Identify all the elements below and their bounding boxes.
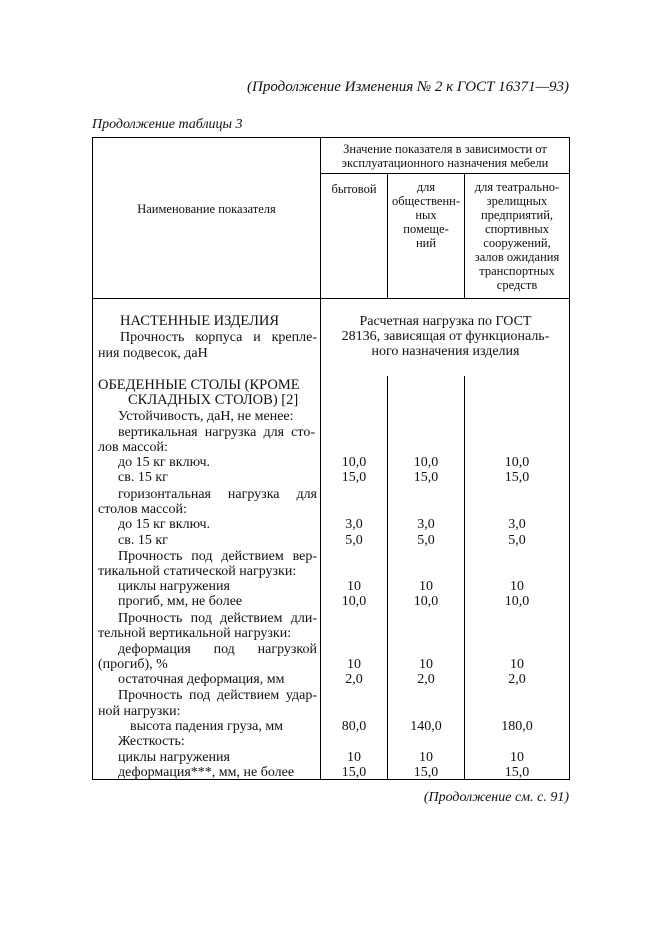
wall-row-label-cont: ния подвесок, даН xyxy=(98,346,208,361)
cell-value: 10 xyxy=(419,750,433,765)
wall-row-label: Прочность корпуса и крепле- xyxy=(120,330,317,345)
row-label: деформация***, мм, не более xyxy=(118,765,295,780)
row-label: деформация под нагрузкой xyxy=(118,642,317,657)
cell-value: 10,0 xyxy=(341,594,367,609)
row-label: горизонтальная нагрузка для xyxy=(118,487,317,502)
cell-value: 3,0 xyxy=(345,517,363,532)
cell-value: 5,0 xyxy=(508,533,526,548)
cell-value: 3,0 xyxy=(508,517,526,532)
continuation-header: (Продолжение Изменения № 2 к ГОСТ 16371—93) xyxy=(247,79,569,95)
header-separator xyxy=(92,298,570,299)
row-label: Устойчивость, даН, не менее: xyxy=(118,409,294,424)
cell-value: 140,0 xyxy=(410,719,442,734)
cell-value: 10,0 xyxy=(504,594,530,609)
row-label: вертикальная нагрузка для сто- xyxy=(118,425,315,440)
wall-note: Расчетная нагрузка по ГОСТ 28136, зависящая от функциональ- ного назначения изделия xyxy=(341,314,550,359)
cell-value: 10 xyxy=(347,750,361,765)
cell-value: 10 xyxy=(419,579,433,594)
section-title-wall: НАСТЕННЫЕ ИЗДЕЛИЯ xyxy=(120,313,280,329)
group-header-underline xyxy=(320,173,570,174)
cell-value: 10,0 xyxy=(413,455,439,470)
row-label: Прочность под действием дли- xyxy=(118,611,317,626)
column-header-household: бытовой xyxy=(331,182,377,196)
cell-value: 10 xyxy=(347,657,361,672)
cell-value: 15,0 xyxy=(413,470,439,485)
row-label: св. 15 кг xyxy=(118,533,168,548)
cell-value: 80,0 xyxy=(341,719,367,734)
cell-value: 10 xyxy=(510,750,524,765)
row-label: остаточная деформация, мм xyxy=(118,672,285,687)
section-title-dining-cont: СКЛАДНЫХ СТОЛОВ) [2] xyxy=(128,392,299,408)
table-caption: Продолжение таблицы 3 xyxy=(92,117,243,132)
table-right-border xyxy=(569,137,570,780)
row-label: высота падения груза, мм xyxy=(130,719,284,734)
cell-value: 5,0 xyxy=(345,533,363,548)
cell-value: 10 xyxy=(347,579,361,594)
cell-value: 10,0 xyxy=(413,594,439,609)
row-label: тикальной статической нагрузки: xyxy=(98,564,297,579)
cell-value: 15,0 xyxy=(341,765,367,780)
cell-value: 2,0 xyxy=(417,672,435,687)
cell-value: 15,0 xyxy=(341,470,367,485)
row-label: лов массой: xyxy=(98,440,168,455)
cell-value: 10 xyxy=(510,579,524,594)
row-label: Прочность под действием вер- xyxy=(118,549,317,564)
cell-value: 2,0 xyxy=(345,672,363,687)
table-left-border xyxy=(92,137,93,780)
row-label: столов массой: xyxy=(98,502,187,517)
row-label: прогиб, мм, не более xyxy=(118,594,243,609)
row-label: до 15 кг включ. xyxy=(118,517,211,532)
cell-value: 15,0 xyxy=(504,765,530,780)
cell-value: 2,0 xyxy=(508,672,526,687)
row-label: ной нагрузки: xyxy=(98,704,181,719)
cell-value: 10,0 xyxy=(341,455,367,470)
column-header-public: для общественн- ных помеще- ний xyxy=(391,180,461,250)
column-header-theater: для театрально- зрелищных предприятий, спортивных сооружений, залов ожидания транспортных средств xyxy=(474,180,560,292)
cell-value: 15,0 xyxy=(504,470,530,485)
row-label: циклы нагружения xyxy=(118,750,230,765)
column-header-indicator: Наименование показателя xyxy=(137,202,276,216)
row-label: Жесткость: xyxy=(118,734,185,749)
cell-value: 10,0 xyxy=(504,455,530,470)
group-header: Значение показателя в зависимости от эксплуатационного назначения мебели xyxy=(341,142,549,170)
row-label: (прогиб), % xyxy=(98,657,168,672)
cell-value: 5,0 xyxy=(417,533,435,548)
continuation-footer: (Продолжение см. с. 91) xyxy=(423,790,569,805)
section-title-dining: ОБЕДЕННЫЕ СТОЛЫ (КРОМЕ xyxy=(98,377,300,393)
row-label: циклы нагружения xyxy=(118,579,230,594)
table-top-border xyxy=(92,137,570,138)
row-label: до 15 кг включ. xyxy=(118,455,211,470)
cell-value: 3,0 xyxy=(417,517,435,532)
cell-value: 180,0 xyxy=(501,719,533,734)
row-label: Прочность под действием удар- xyxy=(118,688,317,703)
cell-value: 15,0 xyxy=(413,765,439,780)
cell-value: 10 xyxy=(419,657,433,672)
cell-value: 10 xyxy=(510,657,524,672)
row-label: тельной вертикальной нагрузки: xyxy=(98,626,292,641)
row-label: св. 15 кг xyxy=(118,470,168,485)
